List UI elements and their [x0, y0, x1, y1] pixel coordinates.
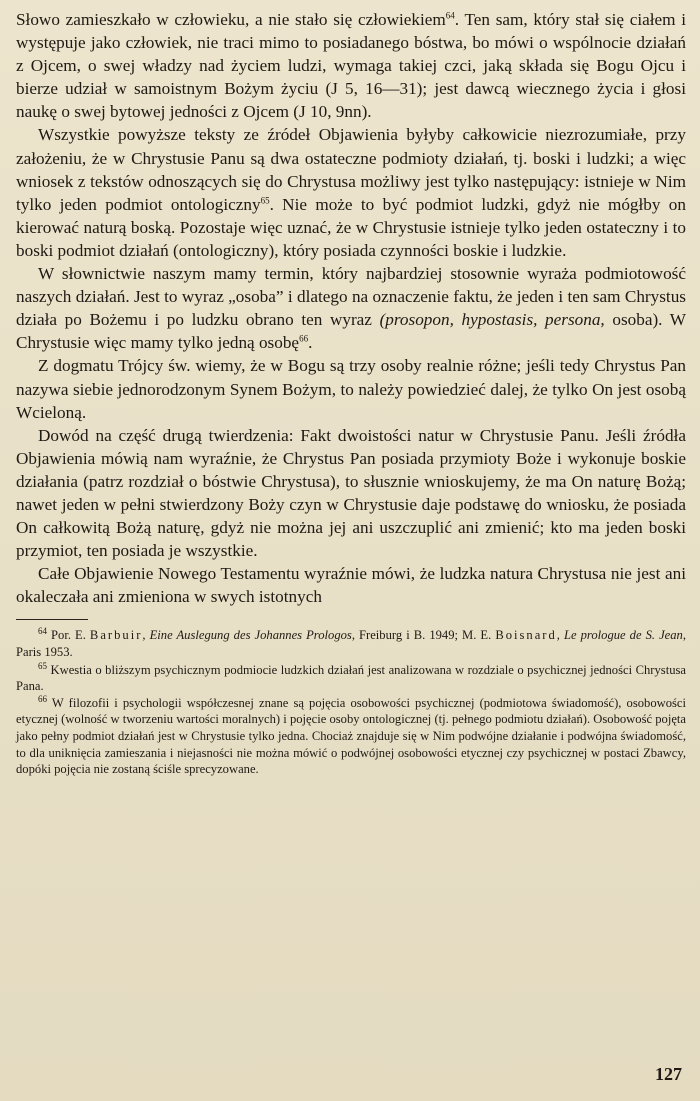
paragraph-5: Dowód na część drugą twierdzenia: Fakt dwoistości natur w Chrystusie Panu. Jeśli źródła Objawienia mówią nam wyraźnie, że Chrystus Pan posiada przymioty Boże i wykonuje boskie działania (patrz rozdział o bóstwie Chrystusa), to słusznie wnioskujemy, że ma On naturę Bożą; nawet jeden w pełni stwierdzony Boży czyn w Chrystusie daje podstawę do wniosku, że posiada On całkowitą Bożą naturę, gdyż nie można jej ani uszczuplić ani zmienić; kto ma jeden boski przymiot, ten posiada je wszystkie.: [16, 425, 686, 561]
main-text: [16, 8, 686, 608]
footnotes: [16, 627, 686, 777]
paragraph-3: W słownictwie naszym mamy termin, który najbardziej stosownie wyraża podmiotowość naszych działań. Jest to wyraz „osoba” i dlatego na oznaczenie faktu, że jeden i ten sam Chrystus działa po Bożemu i po ludzku obrano ten wyraz (prosopon, hypostasis, persona, osoba). W Chrystusie więc mamy tylko jedną osobę$^{66}$.: [16, 264, 687, 353]
page-number: 127: [655, 1064, 682, 1084]
footnote-divider: [16, 619, 88, 620]
paragraph-1: Słowo zamieszkało w człowieku, a nie stało się człowiekiem$^{64}$. Ten sam, który stał się ciałem i występuje jako człowiek, nie traci mimo to posiadanego bóstwa, bo mówi o wspólnocie działań z Ojcem, o swej władzy nad życiem ludzi, wymaga takiej czci, jaką składa się Bogu Ojcu i bierze udział w samoistnym Bożym życiu (J 5, 16—31); jest dawcą wiecznego życia i głosi naukę o swej bytowej jedności z Ojcem (J 10, 9nn).: [16, 10, 687, 122]
footnote-66: $^{66}$ W filozofii i psychologii współczesnej znane są pojęcia osobowości psychicznej (podmiotowa świadomość), osobowości etycznej (wolność w tworzeniu wartości moralnych) i pojęcie osoby ontologicznej (tj. pełnego podmiotu działań). Osobowość pojęta jako pełny podmiot działań jest w Chrystusie tylko jedna. Chociaż znajduje się w Nim podwójne działanie i podwójna świadomość, to dla uniknięcia zamieszania i niejasności nie można mówić o podwójnej osobowości etycznej czy psychicznej w postaci Zbawcy, dopóki pojęcia nie zostaną ściśle sprecyzowane.: [16, 693, 687, 777]
paragraph-4: Z dogmatu Trójcy św. wiemy, że w Bogu są trzy osoby realnie różne; jeśli tedy Chrystus Pan nazywa siebie jednorodzonym Synem Bożym, to należy powiedzieć dalej, że tylko On jest osobą Wcieloną.: [16, 356, 686, 422]
greek-latin-terms: (prosopon, hypostasis, persona,: [379, 310, 605, 330]
footnote-ref-65: 65: [260, 195, 270, 206]
footnote-ref-64: 64: [445, 10, 455, 21]
paragraph-2: Wszystkie powyższe teksty ze źródeł Objawienia byłyby całkowicie niezrozumiałe, przy założeniu, że w Chrystusie Panu są dwa ostateczne podmioty działań, tj. boski i ludzki; a więc wniosek z tekstów odnoszących się do Chrystusa możliwy jest tylko następujący: istnieje w Nim tylko jeden podmiot ontologiczny$^{65}$. Nie może to być podmiot ludzki, gdyż nie mógłby on kierować naturą boską. Pozostaje więc uznać, że w Chrystusie istnieje tylko jeden ostateczny i to boski podmiot działań (ontologiczny), który posiada czynności boskie i ludzkie.: [16, 125, 686, 260]
paragraph-6: Całe Objawienie Nowego Testamentu wyraźnie mówi, że ludzka natura Chrystusa nie jest ani okaleczała ani zmieniona w swych istotnych: [16, 564, 686, 607]
footnote-65: $^{65}$ Kwestia o bliższym psychicznym podmiocie ludzkich działań jest analizowana w rozdziale o psychicznej jedności Chrystusa Pana.: [16, 660, 686, 694]
footnote-ref-66: 66: [299, 333, 309, 344]
footnote-64: $^{64}$ Por. E. Barbuir, Eine Auslegung des Johannes Prologos, Freiburg i B. 1949; M. E. Boisnard, Le prologue de S. Jean, Paris 1953.: [16, 626, 686, 660]
